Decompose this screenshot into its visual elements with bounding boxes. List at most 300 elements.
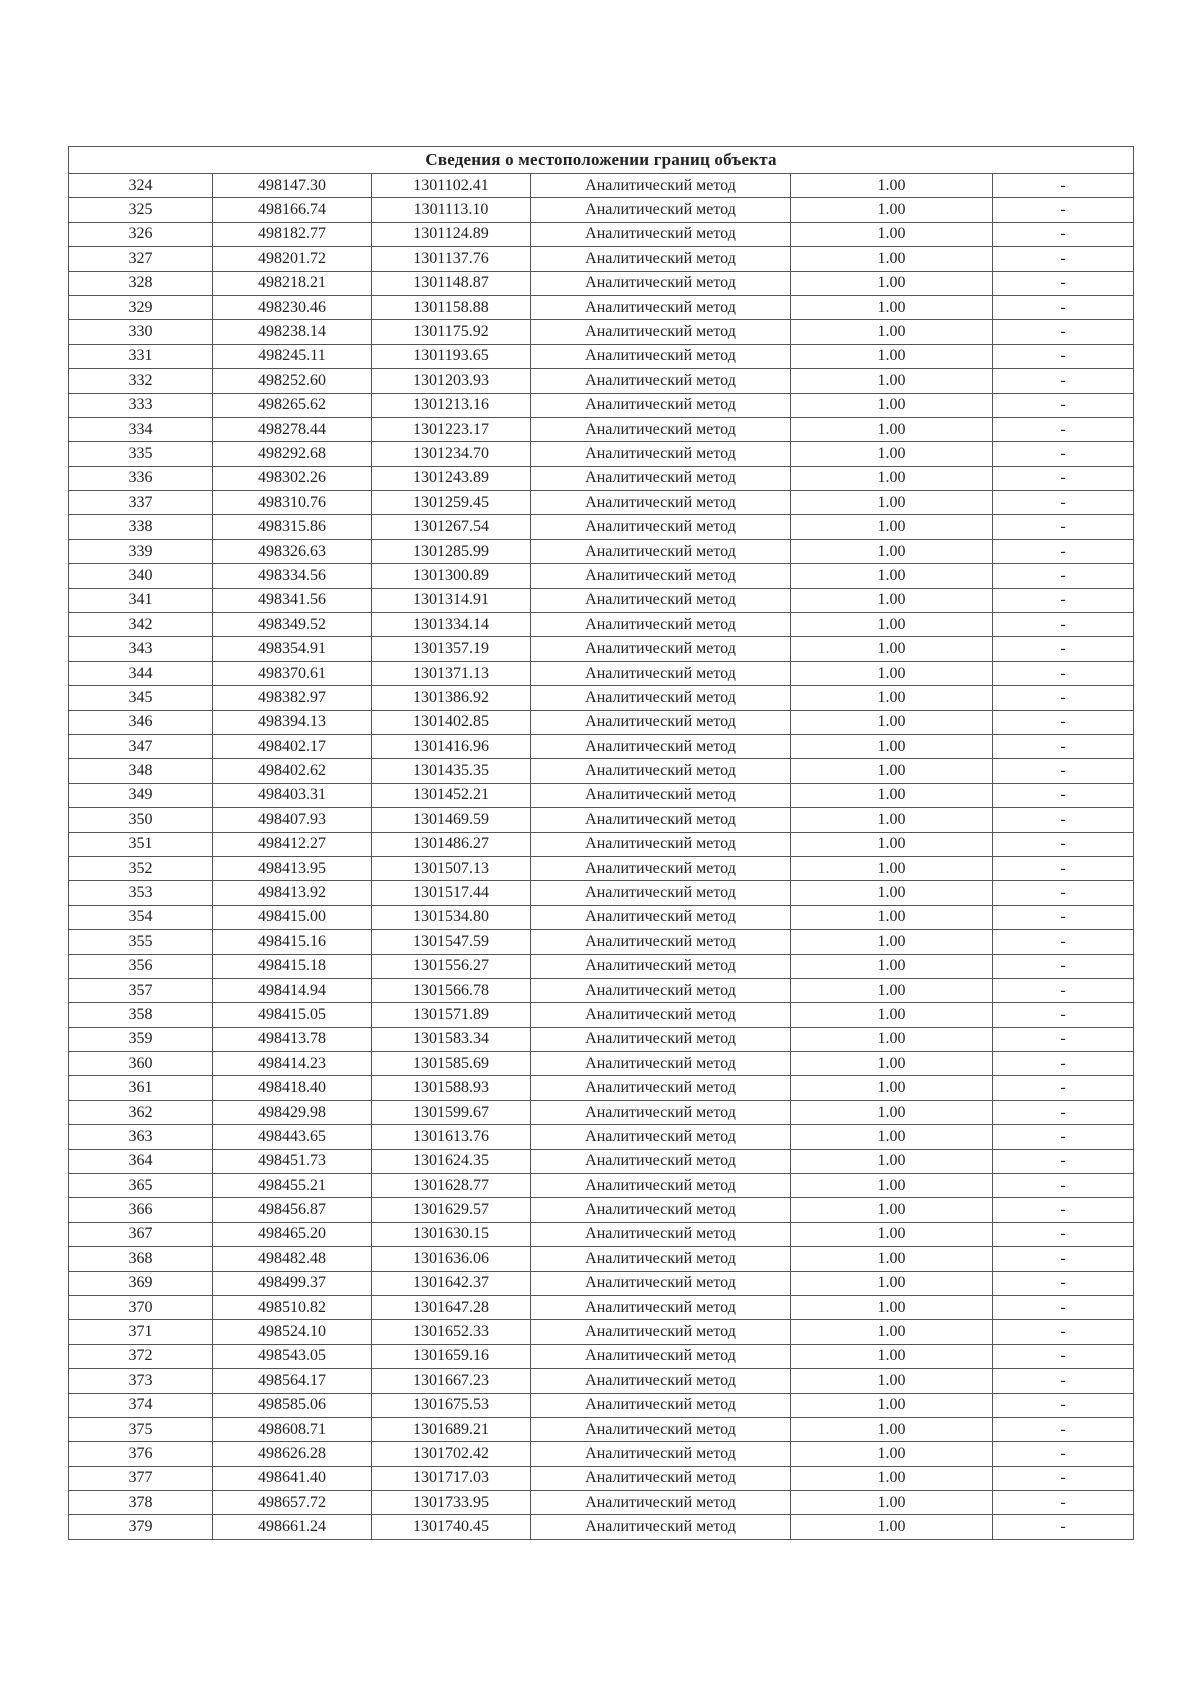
y-coordinate-cell: 1301371.13 xyxy=(372,661,531,685)
x-coordinate-cell: 498238.14 xyxy=(213,320,372,344)
x-coordinate-cell: 498418.40 xyxy=(213,1076,372,1100)
boundary-coordinates-table xyxy=(68,146,1134,1540)
description-cell: - xyxy=(993,247,1134,271)
description-cell: - xyxy=(993,539,1134,563)
table-row xyxy=(69,1515,1134,1539)
point-number-cell: 356 xyxy=(69,954,213,978)
accuracy-cell: 1.00 xyxy=(791,832,993,856)
method-cell: Аналитический метод xyxy=(531,1442,791,1466)
table-row xyxy=(69,1198,1134,1222)
method-cell: Аналитический метод xyxy=(531,1100,791,1124)
description-cell: - xyxy=(993,515,1134,539)
description-cell: - xyxy=(993,1442,1134,1466)
y-coordinate-cell: 1301148.87 xyxy=(372,271,531,295)
accuracy-cell: 1.00 xyxy=(791,1393,993,1417)
x-coordinate-cell: 498245.11 xyxy=(213,344,372,368)
point-number-cell: 370 xyxy=(69,1295,213,1319)
description-cell: - xyxy=(993,417,1134,441)
x-coordinate-cell: 498407.93 xyxy=(213,808,372,832)
table-row xyxy=(69,881,1134,905)
method-cell: Аналитический метод xyxy=(531,637,791,661)
method-cell: Аналитический метод xyxy=(531,1003,791,1027)
x-coordinate-cell: 498465.20 xyxy=(213,1222,372,1246)
description-cell: - xyxy=(993,1125,1134,1149)
point-number-cell: 350 xyxy=(69,808,213,832)
point-number-cell: 376 xyxy=(69,1442,213,1466)
x-coordinate-cell: 498482.48 xyxy=(213,1247,372,1271)
method-cell: Аналитический метод xyxy=(531,759,791,783)
method-cell: Аналитический метод xyxy=(531,881,791,905)
accuracy-cell: 1.00 xyxy=(791,320,993,344)
method-cell: Аналитический метод xyxy=(531,1247,791,1271)
method-cell: Аналитический метод xyxy=(531,1295,791,1319)
method-cell: Аналитический метод xyxy=(531,808,791,832)
accuracy-cell: 1.00 xyxy=(791,174,993,198)
x-coordinate-cell: 498414.23 xyxy=(213,1052,372,1076)
x-coordinate-cell: 498429.98 xyxy=(213,1100,372,1124)
table-row xyxy=(69,393,1134,417)
description-cell: - xyxy=(993,930,1134,954)
x-coordinate-cell: 498657.72 xyxy=(213,1491,372,1515)
accuracy-cell: 1.00 xyxy=(791,1442,993,1466)
point-number-cell: 349 xyxy=(69,783,213,807)
y-coordinate-cell: 1301285.99 xyxy=(372,539,531,563)
x-coordinate-cell: 498382.97 xyxy=(213,686,372,710)
point-number-cell: 327 xyxy=(69,247,213,271)
y-coordinate-cell: 1301667.23 xyxy=(372,1369,531,1393)
accuracy-cell: 1.00 xyxy=(791,442,993,466)
x-coordinate-cell: 498370.61 xyxy=(213,661,372,685)
table-row xyxy=(69,1149,1134,1173)
y-coordinate-cell: 1301435.35 xyxy=(372,759,531,783)
point-number-cell: 342 xyxy=(69,613,213,637)
table-row xyxy=(69,466,1134,490)
y-coordinate-cell: 1301158.88 xyxy=(372,295,531,319)
point-number-cell: 329 xyxy=(69,295,213,319)
y-coordinate-cell: 1301137.76 xyxy=(372,247,531,271)
accuracy-cell: 1.00 xyxy=(791,1295,993,1319)
table-row xyxy=(69,295,1134,319)
method-cell: Аналитический метод xyxy=(531,1344,791,1368)
table-row xyxy=(69,1320,1134,1344)
point-number-cell: 359 xyxy=(69,1027,213,1051)
y-coordinate-cell: 1301223.17 xyxy=(372,417,531,441)
accuracy-cell: 1.00 xyxy=(791,1417,993,1441)
y-coordinate-cell: 1301630.15 xyxy=(372,1222,531,1246)
point-number-cell: 374 xyxy=(69,1393,213,1417)
table-row xyxy=(69,1295,1134,1319)
description-cell: - xyxy=(993,222,1134,246)
table-row xyxy=(69,686,1134,710)
method-cell: Аналитический метод xyxy=(531,198,791,222)
accuracy-cell: 1.00 xyxy=(791,1247,993,1271)
accuracy-cell: 1.00 xyxy=(791,930,993,954)
point-number-cell: 363 xyxy=(69,1125,213,1149)
point-number-cell: 364 xyxy=(69,1149,213,1173)
table-row xyxy=(69,1003,1134,1027)
point-number-cell: 340 xyxy=(69,564,213,588)
method-cell: Аналитический метод xyxy=(531,905,791,929)
accuracy-cell: 1.00 xyxy=(791,466,993,490)
accuracy-cell: 1.00 xyxy=(791,515,993,539)
point-number-cell: 331 xyxy=(69,344,213,368)
table-title: Сведения о местоположении границ объекта xyxy=(69,147,1134,174)
method-cell: Аналитический метод xyxy=(531,1393,791,1417)
x-coordinate-cell: 498413.95 xyxy=(213,856,372,880)
point-number-cell: 379 xyxy=(69,1515,213,1539)
accuracy-cell: 1.00 xyxy=(791,1198,993,1222)
method-cell: Аналитический метод xyxy=(531,1149,791,1173)
description-cell: - xyxy=(993,320,1134,344)
point-number-cell: 339 xyxy=(69,539,213,563)
x-coordinate-cell: 498201.72 xyxy=(213,247,372,271)
point-number-cell: 348 xyxy=(69,759,213,783)
point-number-cell: 343 xyxy=(69,637,213,661)
x-coordinate-cell: 498412.27 xyxy=(213,832,372,856)
method-cell: Аналитический метод xyxy=(531,1198,791,1222)
y-coordinate-cell: 1301517.44 xyxy=(372,881,531,905)
method-cell: Аналитический метод xyxy=(531,1052,791,1076)
accuracy-cell: 1.00 xyxy=(791,661,993,685)
x-coordinate-cell: 498230.46 xyxy=(213,295,372,319)
method-cell: Аналитический метод xyxy=(531,417,791,441)
method-cell: Аналитический метод xyxy=(531,442,791,466)
table-row xyxy=(69,808,1134,832)
accuracy-cell: 1.00 xyxy=(791,1271,993,1295)
accuracy-cell: 1.00 xyxy=(791,198,993,222)
accuracy-cell: 1.00 xyxy=(791,1222,993,1246)
description-cell: - xyxy=(993,1369,1134,1393)
accuracy-cell: 1.00 xyxy=(791,1149,993,1173)
x-coordinate-cell: 498414.94 xyxy=(213,978,372,1002)
x-coordinate-cell: 498326.63 xyxy=(213,539,372,563)
method-cell: Аналитический метод xyxy=(531,491,791,515)
y-coordinate-cell: 1301175.92 xyxy=(372,320,531,344)
table-row xyxy=(69,1027,1134,1051)
description-cell: - xyxy=(993,1222,1134,1246)
accuracy-cell: 1.00 xyxy=(791,271,993,295)
method-cell: Аналитический метод xyxy=(531,710,791,734)
description-cell: - xyxy=(993,295,1134,319)
y-coordinate-cell: 1301234.70 xyxy=(372,442,531,466)
description-cell: - xyxy=(993,1466,1134,1490)
table-row xyxy=(69,856,1134,880)
table-row xyxy=(69,661,1134,685)
point-number-cell: 351 xyxy=(69,832,213,856)
description-cell: - xyxy=(993,344,1134,368)
table-row xyxy=(69,491,1134,515)
x-coordinate-cell: 498278.44 xyxy=(213,417,372,441)
description-cell: - xyxy=(993,1320,1134,1344)
description-cell: - xyxy=(993,1344,1134,1368)
x-coordinate-cell: 498394.13 xyxy=(213,710,372,734)
method-cell: Аналитический метод xyxy=(531,930,791,954)
y-coordinate-cell: 1301547.59 xyxy=(372,930,531,954)
y-coordinate-cell: 1301647.28 xyxy=(372,1295,531,1319)
y-coordinate-cell: 1301733.95 xyxy=(372,1491,531,1515)
accuracy-cell: 1.00 xyxy=(791,295,993,319)
x-coordinate-cell: 498341.56 xyxy=(213,588,372,612)
method-cell: Аналитический метод xyxy=(531,515,791,539)
method-cell: Аналитический метод xyxy=(531,247,791,271)
x-coordinate-cell: 498641.40 xyxy=(213,1466,372,1490)
y-coordinate-cell: 1301507.13 xyxy=(372,856,531,880)
method-cell: Аналитический метод xyxy=(531,734,791,758)
description-cell: - xyxy=(993,637,1134,661)
x-coordinate-cell: 498334.56 xyxy=(213,564,372,588)
accuracy-cell: 1.00 xyxy=(791,978,993,1002)
x-coordinate-cell: 498626.28 xyxy=(213,1442,372,1466)
point-number-cell: 332 xyxy=(69,369,213,393)
table-row xyxy=(69,1222,1134,1246)
description-cell: - xyxy=(993,1027,1134,1051)
table-row xyxy=(69,320,1134,344)
method-cell: Аналитический метод xyxy=(531,271,791,295)
description-cell: - xyxy=(993,393,1134,417)
point-number-cell: 353 xyxy=(69,881,213,905)
method-cell: Аналитический метод xyxy=(531,393,791,417)
point-number-cell: 354 xyxy=(69,905,213,929)
table-row xyxy=(69,1417,1134,1441)
description-cell: - xyxy=(993,198,1134,222)
accuracy-cell: 1.00 xyxy=(791,1174,993,1198)
point-number-cell: 369 xyxy=(69,1271,213,1295)
accuracy-cell: 1.00 xyxy=(791,1125,993,1149)
method-cell: Аналитический метод xyxy=(531,1027,791,1051)
table-row xyxy=(69,954,1134,978)
x-coordinate-cell: 498310.76 xyxy=(213,491,372,515)
point-number-cell: 361 xyxy=(69,1076,213,1100)
point-number-cell: 358 xyxy=(69,1003,213,1027)
y-coordinate-cell: 1301588.93 xyxy=(372,1076,531,1100)
point-number-cell: 372 xyxy=(69,1344,213,1368)
y-coordinate-cell: 1301642.37 xyxy=(372,1271,531,1295)
description-cell: - xyxy=(993,1174,1134,1198)
y-coordinate-cell: 1301267.54 xyxy=(372,515,531,539)
table-row xyxy=(69,978,1134,1002)
y-coordinate-cell: 1301636.06 xyxy=(372,1247,531,1271)
table-row xyxy=(69,1369,1134,1393)
x-coordinate-cell: 498147.30 xyxy=(213,174,372,198)
description-cell: - xyxy=(993,881,1134,905)
table-row xyxy=(69,1271,1134,1295)
x-coordinate-cell: 498564.17 xyxy=(213,1369,372,1393)
method-cell: Аналитический метод xyxy=(531,661,791,685)
x-coordinate-cell: 498661.24 xyxy=(213,1515,372,1539)
method-cell: Аналитический метод xyxy=(531,369,791,393)
table-row xyxy=(69,247,1134,271)
point-number-cell: 325 xyxy=(69,198,213,222)
description-cell: - xyxy=(993,1515,1134,1539)
method-cell: Аналитический метод xyxy=(531,295,791,319)
table-row xyxy=(69,613,1134,637)
x-coordinate-cell: 498413.78 xyxy=(213,1027,372,1051)
y-coordinate-cell: 1301259.45 xyxy=(372,491,531,515)
accuracy-cell: 1.00 xyxy=(791,417,993,441)
description-cell: - xyxy=(993,759,1134,783)
x-coordinate-cell: 498252.60 xyxy=(213,369,372,393)
accuracy-cell: 1.00 xyxy=(791,808,993,832)
table-row xyxy=(69,564,1134,588)
description-cell: - xyxy=(993,783,1134,807)
x-coordinate-cell: 498166.74 xyxy=(213,198,372,222)
point-number-cell: 337 xyxy=(69,491,213,515)
description-cell: - xyxy=(993,1100,1134,1124)
y-coordinate-cell: 1301583.34 xyxy=(372,1027,531,1051)
x-coordinate-cell: 498456.87 xyxy=(213,1198,372,1222)
y-coordinate-cell: 1301113.10 xyxy=(372,198,531,222)
x-coordinate-cell: 498543.05 xyxy=(213,1344,372,1368)
table-row xyxy=(69,539,1134,563)
accuracy-cell: 1.00 xyxy=(791,588,993,612)
method-cell: Аналитический метод xyxy=(531,1466,791,1490)
method-cell: Аналитический метод xyxy=(531,1125,791,1149)
description-cell: - xyxy=(993,369,1134,393)
method-cell: Аналитический метод xyxy=(531,222,791,246)
y-coordinate-cell: 1301566.78 xyxy=(372,978,531,1002)
method-cell: Аналитический метод xyxy=(531,1320,791,1344)
table-row xyxy=(69,271,1134,295)
y-coordinate-cell: 1301628.77 xyxy=(372,1174,531,1198)
description-cell: - xyxy=(993,491,1134,515)
y-coordinate-cell: 1301613.76 xyxy=(372,1125,531,1149)
y-coordinate-cell: 1301300.89 xyxy=(372,564,531,588)
description-cell: - xyxy=(993,613,1134,637)
method-cell: Аналитический метод xyxy=(531,564,791,588)
table-row xyxy=(69,222,1134,246)
point-number-cell: 324 xyxy=(69,174,213,198)
description-cell: - xyxy=(993,856,1134,880)
method-cell: Аналитический метод xyxy=(531,1417,791,1441)
description-cell: - xyxy=(993,905,1134,929)
description-cell: - xyxy=(993,978,1134,1002)
table-row xyxy=(69,1247,1134,1271)
point-number-cell: 330 xyxy=(69,320,213,344)
y-coordinate-cell: 1301556.27 xyxy=(372,954,531,978)
method-cell: Аналитический метод xyxy=(531,783,791,807)
x-coordinate-cell: 498402.17 xyxy=(213,734,372,758)
table-row xyxy=(69,832,1134,856)
method-cell: Аналитический метод xyxy=(531,174,791,198)
x-coordinate-cell: 498403.31 xyxy=(213,783,372,807)
y-coordinate-cell: 1301571.89 xyxy=(372,1003,531,1027)
table-row xyxy=(69,905,1134,929)
table-row xyxy=(69,417,1134,441)
point-number-cell: 368 xyxy=(69,1247,213,1271)
description-cell: - xyxy=(993,174,1134,198)
x-coordinate-cell: 498451.73 xyxy=(213,1149,372,1173)
description-cell: - xyxy=(993,710,1134,734)
table-row xyxy=(69,442,1134,466)
point-number-cell: 347 xyxy=(69,734,213,758)
point-number-cell: 326 xyxy=(69,222,213,246)
x-coordinate-cell: 498402.62 xyxy=(213,759,372,783)
x-coordinate-cell: 498585.06 xyxy=(213,1393,372,1417)
table-row xyxy=(69,734,1134,758)
y-coordinate-cell: 1301193.65 xyxy=(372,344,531,368)
y-coordinate-cell: 1301402.85 xyxy=(372,710,531,734)
point-number-cell: 338 xyxy=(69,515,213,539)
x-coordinate-cell: 498354.91 xyxy=(213,637,372,661)
table-row xyxy=(69,759,1134,783)
table-row xyxy=(69,369,1134,393)
x-coordinate-cell: 498415.16 xyxy=(213,930,372,954)
point-number-cell: 357 xyxy=(69,978,213,1002)
y-coordinate-cell: 1301652.33 xyxy=(372,1320,531,1344)
method-cell: Аналитический метод xyxy=(531,1222,791,1246)
accuracy-cell: 1.00 xyxy=(791,344,993,368)
accuracy-cell: 1.00 xyxy=(791,247,993,271)
y-coordinate-cell: 1301203.93 xyxy=(372,369,531,393)
x-coordinate-cell: 498415.00 xyxy=(213,905,372,929)
x-coordinate-cell: 498182.77 xyxy=(213,222,372,246)
method-cell: Аналитический метод xyxy=(531,344,791,368)
y-coordinate-cell: 1301357.19 xyxy=(372,637,531,661)
y-coordinate-cell: 1301486.27 xyxy=(372,832,531,856)
accuracy-cell: 1.00 xyxy=(791,686,993,710)
table-row xyxy=(69,1125,1134,1149)
table-row xyxy=(69,1491,1134,1515)
y-coordinate-cell: 1301102.41 xyxy=(372,174,531,198)
table-row xyxy=(69,174,1134,198)
point-number-cell: 341 xyxy=(69,588,213,612)
method-cell: Аналитический метод xyxy=(531,1271,791,1295)
description-cell: - xyxy=(993,1393,1134,1417)
method-cell: Аналитический метод xyxy=(531,686,791,710)
description-cell: - xyxy=(993,808,1134,832)
table-row xyxy=(69,783,1134,807)
table-row xyxy=(69,1393,1134,1417)
accuracy-cell: 1.00 xyxy=(791,734,993,758)
point-number-cell: 367 xyxy=(69,1222,213,1246)
x-coordinate-cell: 498315.86 xyxy=(213,515,372,539)
point-number-cell: 335 xyxy=(69,442,213,466)
y-coordinate-cell: 1301689.21 xyxy=(372,1417,531,1441)
table-row xyxy=(69,1466,1134,1490)
accuracy-cell: 1.00 xyxy=(791,222,993,246)
x-coordinate-cell: 498415.18 xyxy=(213,954,372,978)
point-number-cell: 334 xyxy=(69,417,213,441)
y-coordinate-cell: 1301675.53 xyxy=(372,1393,531,1417)
description-cell: - xyxy=(993,1149,1134,1173)
point-number-cell: 355 xyxy=(69,930,213,954)
method-cell: Аналитический метод xyxy=(531,954,791,978)
accuracy-cell: 1.00 xyxy=(791,1466,993,1490)
point-number-cell: 377 xyxy=(69,1466,213,1490)
document-page xyxy=(68,146,1133,1540)
method-cell: Аналитический метод xyxy=(531,1491,791,1515)
description-cell: - xyxy=(993,1247,1134,1271)
point-number-cell: 333 xyxy=(69,393,213,417)
description-cell: - xyxy=(993,686,1134,710)
description-cell: - xyxy=(993,1271,1134,1295)
accuracy-cell: 1.00 xyxy=(791,759,993,783)
y-coordinate-cell: 1301452.21 xyxy=(372,783,531,807)
table-row xyxy=(69,1076,1134,1100)
y-coordinate-cell: 1301659.16 xyxy=(372,1344,531,1368)
accuracy-cell: 1.00 xyxy=(791,881,993,905)
y-coordinate-cell: 1301334.14 xyxy=(372,613,531,637)
table-row xyxy=(69,930,1134,954)
accuracy-cell: 1.00 xyxy=(791,637,993,661)
accuracy-cell: 1.00 xyxy=(791,856,993,880)
description-cell: - xyxy=(993,661,1134,685)
accuracy-cell: 1.00 xyxy=(791,1052,993,1076)
x-coordinate-cell: 498218.21 xyxy=(213,271,372,295)
point-number-cell: 375 xyxy=(69,1417,213,1441)
description-cell: - xyxy=(993,734,1134,758)
table-row xyxy=(69,1174,1134,1198)
